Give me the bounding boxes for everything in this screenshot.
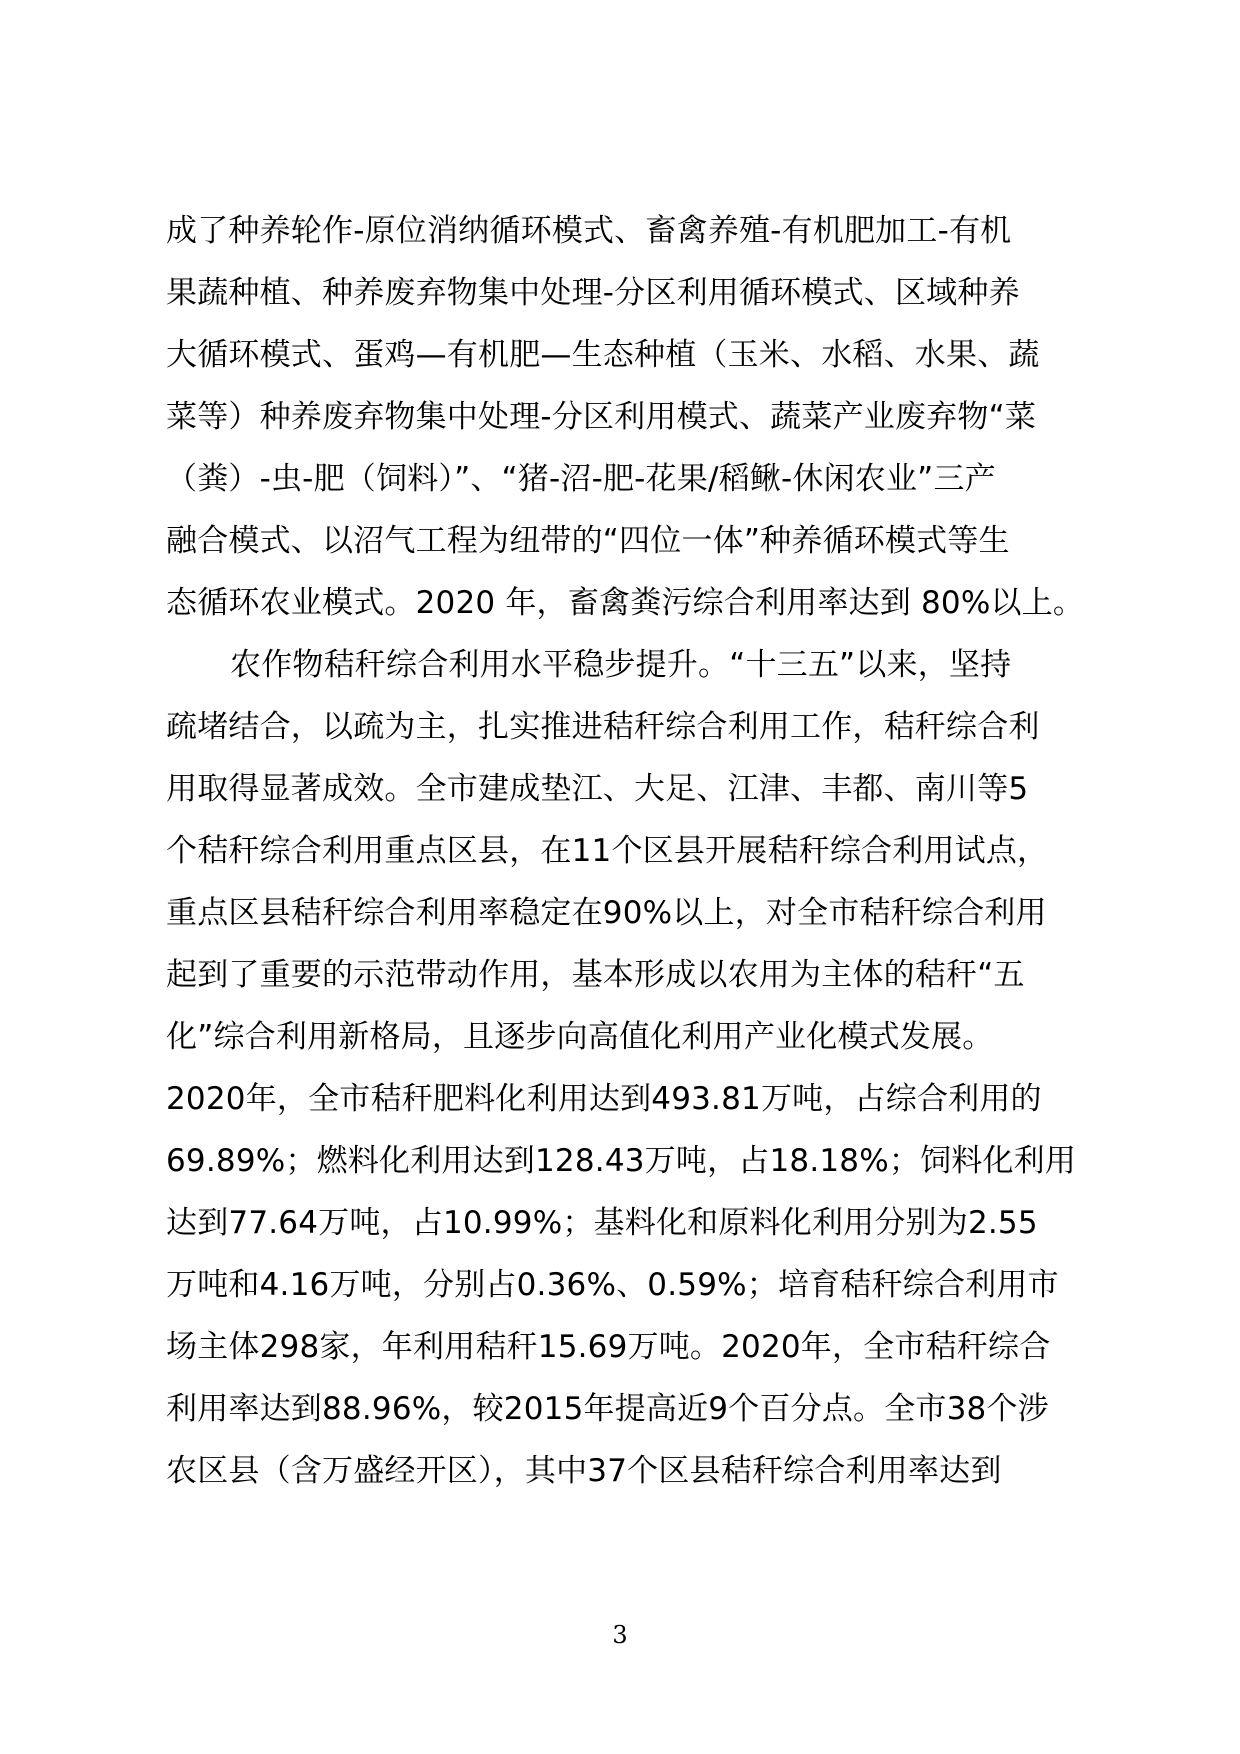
text-line-13: 起到了重要的示范带动作用，基本形成以农用为主体的秸秆“五	[166, 957, 1025, 993]
text-line-7: 态循环农业模式。2020 年，畜禽粪污综合利用率达到 80%以上。	[166, 585, 1085, 621]
text-line-21: 农区县（含万盛经开区），其中37个区县秸秆综合利用率达到	[166, 1453, 1002, 1489]
text-line-20: 利用率达到88.96%，较2015年提高近9个百分点。全市38个涉	[166, 1391, 1049, 1427]
text-line-5: （粪）-虫-肥（饲料）”、“猪-沼-肥-花果/稻鳅-休闲农业”三产	[166, 461, 996, 497]
text-line-9: 疏堵结合，以疏为主，扎实推进秸秆综合利用工作，秸秆综合利	[166, 709, 1040, 745]
text-line-10: 用取得显著成效。全市建成垫江、大足、江津、丰都、南川等5	[166, 771, 1029, 807]
text-line-2: 果蔬种植、种养废弃物集中处理-分区利用循环模式、区域种养	[166, 275, 1020, 311]
paragraph-first-line: 农作物秸秆综合利用水平稳步提升。“十三五”以来，坚持	[230, 647, 1012, 683]
text-line-12: 重点区县秸秆综合利用率稳定在90%以上，对全市秸秆综合利用	[166, 895, 1047, 931]
text-line-14: 化”综合利用新格局，且逐步向高值化利用产业化模式发展。	[166, 1019, 994, 1055]
text-line-19: 场主体298家，年利用秸秆15.69万吨。2020年，全市秸秆综合	[166, 1329, 1051, 1365]
text-line-16: 69.89%；燃料化利用达到128.43万吨，占18.18%；饲料化利用	[166, 1143, 1077, 1179]
text-line-15: 2020年，全市秸秆肥料化利用达到493.81万吨，占综合利用的	[166, 1081, 1042, 1117]
page-number: 3	[612, 1621, 628, 1649]
text-line-18: 万吨和4.16万吨，分别占0.36%、0.59%；培育秸秆综合利用市	[166, 1267, 1059, 1303]
text-line-11: 个秸秆综合利用重点区县，在11个区县开展秸秆综合利用试点，	[166, 833, 1049, 869]
text-line-17: 达到77.64万吨，占10.99%；基料化和原料化利用分别为2.55	[166, 1205, 1038, 1241]
text-line-6: 融合模式、以沼气工程为纽带的“四位一体”种养循环模式等生	[166, 523, 1010, 559]
text-line-3: 大循环模式、蛋鸡—有机肥—生态种植（玉米、水稻、水果、蔬	[166, 337, 1040, 373]
text-line-1: 成了种养轮作-原位消纳循环模式、畜禽养殖-有机肥加工-有机	[166, 213, 1012, 249]
text-line-4: 菜等）种养废弃物集中处理-分区利用模式、蔬菜产业废弃物“菜	[166, 399, 1037, 435]
